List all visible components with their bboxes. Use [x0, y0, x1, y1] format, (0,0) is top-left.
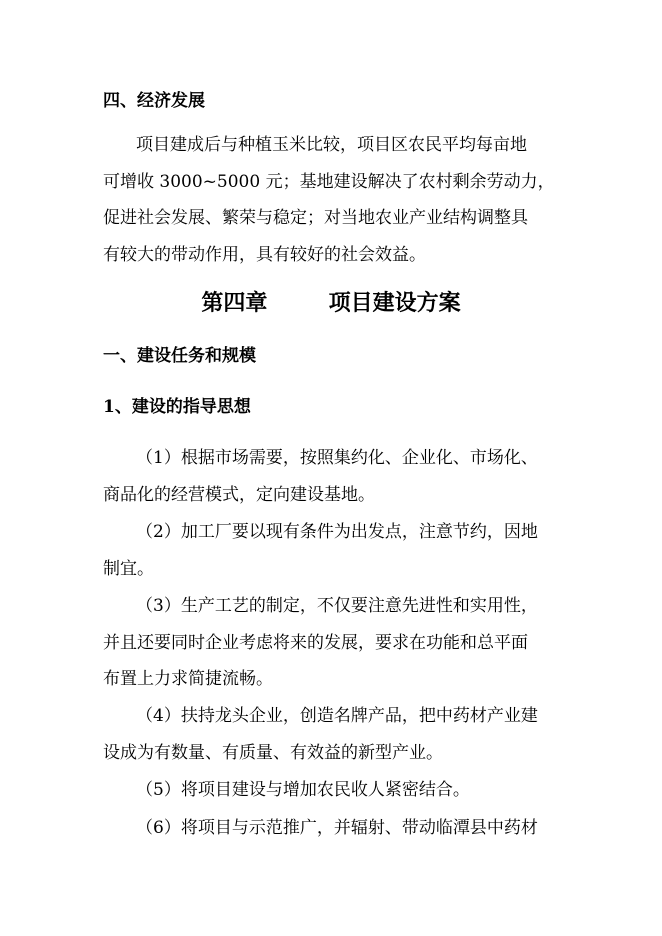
item-6: [103, 810, 548, 847]
section-heading-construction-tasks: 一、建设任务和规模: [103, 346, 256, 366]
item-line: 并且还要同时企业考虑将来的发展，要求在功能和总平面: [103, 632, 528, 653]
item-4: [103, 698, 548, 771]
chapter-title: 第四章 项目建设方案: [201, 290, 461, 316]
item-5: [103, 772, 548, 809]
item-line: 布置上力求简捷流畅。: [103, 669, 273, 689]
item-1: [103, 440, 548, 513]
item-line: （4）扶持龙头企业，创造名牌产品，把中药材产业建: [136, 706, 538, 726]
paragraph-line: 有较大的带动作用，具有较好的社会效益。: [103, 244, 426, 265]
item-3: [103, 588, 548, 698]
item-line: （2）加工厂要以现有条件为出发点，注意节约，因地: [136, 522, 538, 542]
item-line: （3）生产工艺的制定，不仅要注意先进性和实用性，: [136, 596, 538, 616]
section-heading-economic-development: 四、经济发展: [103, 91, 205, 111]
item-line: 制宜。: [103, 558, 154, 579]
subsection-heading-guiding-ideology: 1、建设的指导思想: [103, 397, 251, 417]
item-line: （1）根据市场需要，按照集约化、企业化、市场化、: [136, 448, 538, 468]
item-line: （5）将项目建设与增加农民收人紧密结合。: [136, 780, 470, 800]
economic-paragraph: [103, 127, 555, 273]
item-2: [103, 514, 548, 587]
paragraph-line: 促进社会发展、繁荣与稳定；对当地农业产业结构调整具: [103, 208, 528, 228]
paragraph-line: 可增收 3000~5000 元；基地建设解决了农村剩余劳动力，: [103, 171, 555, 192]
item-line: 设成为有数量、有质量、有效益的新型产业。: [103, 742, 443, 763]
item-line: （6）将项目与示范推广，并辐射、带动临潭县中药材: [136, 818, 538, 838]
item-line: 商品化的经营模式，定向建设基地。: [103, 484, 375, 505]
paragraph-line: 项目建成后与种植玉米比较，项目区农民平均每亩地: [136, 135, 527, 155]
